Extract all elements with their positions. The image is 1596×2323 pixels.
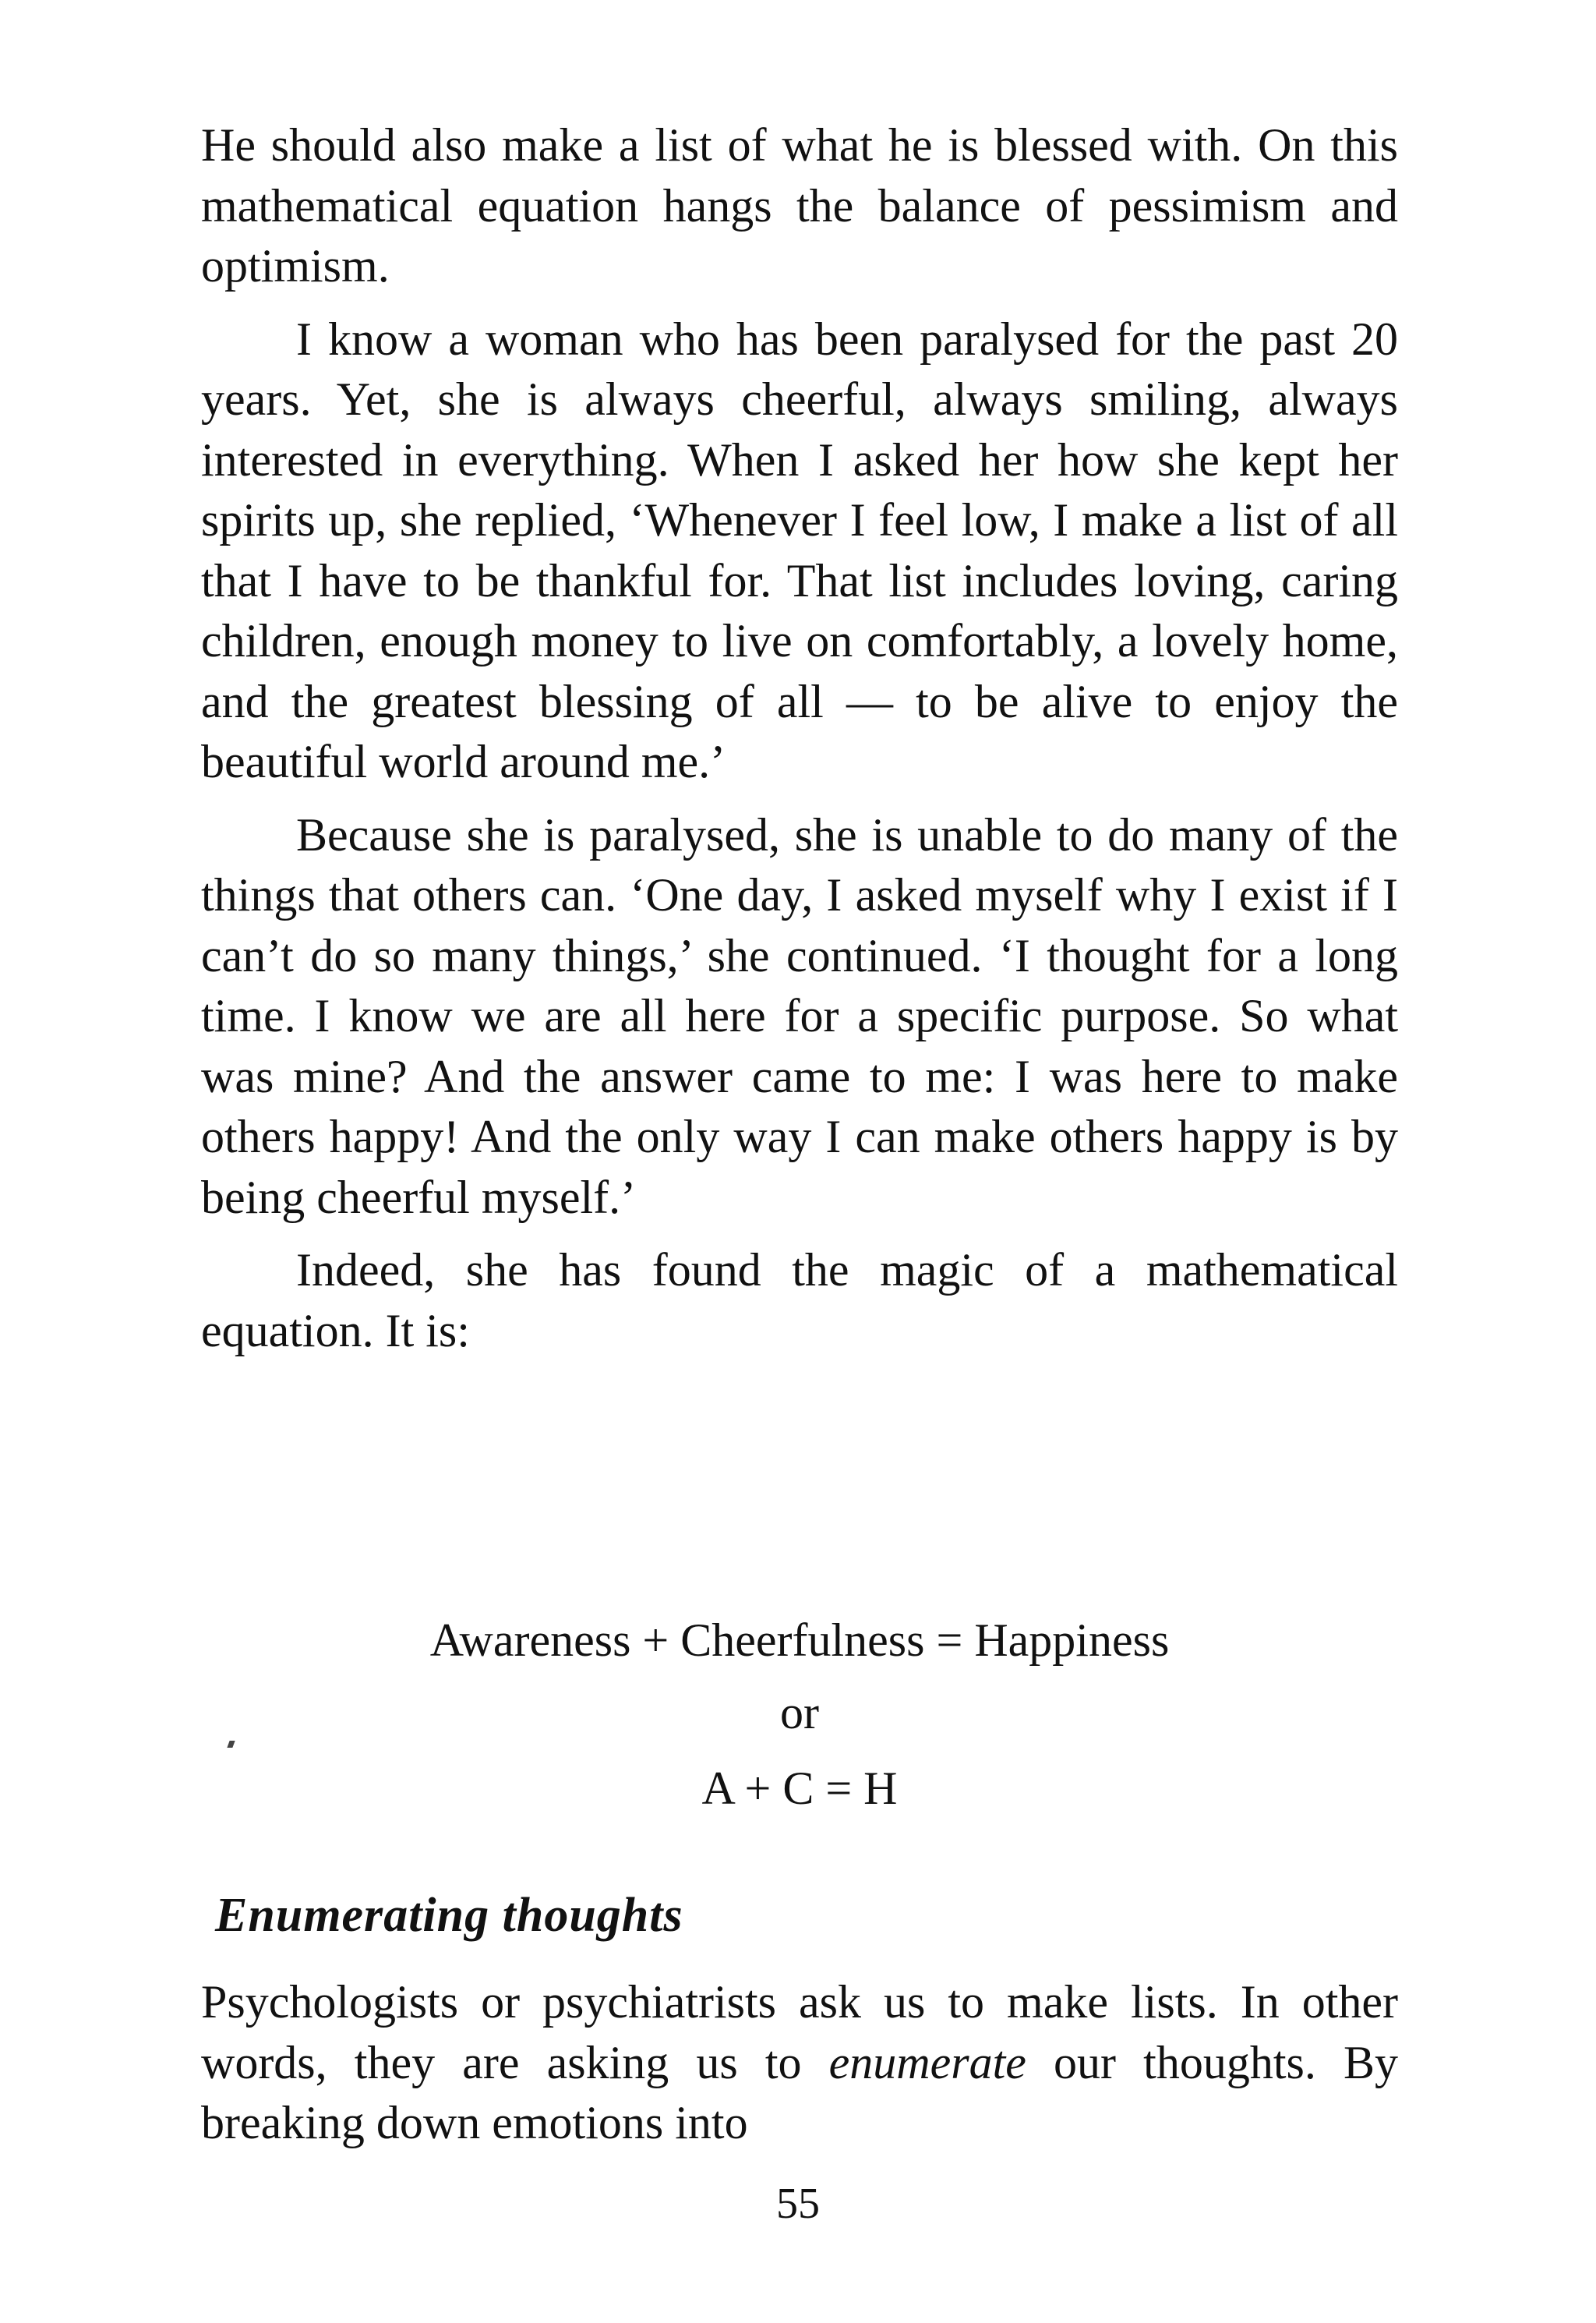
emphasis-enumerate: enumerate <box>828 2036 1026 2088</box>
paragraph-enumerate-start: Psychologists or psychiatrists ask us to make lists. In other words, they are asking us to <box>201 1976 1398 2088</box>
stray-ink-mark <box>227 1741 235 1748</box>
paragraph-paralysed-woman: I know a woman who has been paralysed for the past 20 years. Yet, she is always cheerful, always smiling, always interested in everything. When I asked her how she kept her spirits up, she replied, ‘Whenever I feel low, I make a list of all that I have to be thankful for. That list includes loving, caring children, enough money to live on comfortably, a lovely home, and the greatest blessing of all — to be alive to enjoy the beautiful world around me.’ <box>201 313 1398 787</box>
equation-letters: A + C = H <box>701 1763 898 1814</box>
equation-or: or <box>780 1687 819 1738</box>
paragraph-equation-intro: Indeed, she has found the magic of a mathematical equation. It is: <box>201 1244 1398 1356</box>
page-number: 55 <box>776 2180 820 2228</box>
paragraph-enumerate-end: our thoughts. By breaking down emotions into <box>201 2036 1398 2148</box>
paragraph-enumerate <box>201 1972 1398 2154</box>
paragraph-purpose: Because she is paralysed, she is unable to do many of the things that others can. ‘One day, I asked myself why I exist if I can’t do so many things,’ she continued. ‘I thought for a long time. I know we are all here for a specific purpose. So what was mine? And the answer came to me: I was here to make others happy! And the only way I can make others happy is by being cheerful myself.’ <box>201 808 1398 1223</box>
equation-words: Awareness + Cheerfulness = Happiness <box>429 1614 1170 1666</box>
body-text-bottom <box>201 1972 1398 2154</box>
body-text-top <box>201 115 1398 1361</box>
paragraph-blessed-list: He should also make a list of what he is blessed with. On this mathematical equation hangs the balance of pessimism and optimism. <box>201 119 1398 292</box>
section-heading: Enumerating thoughts <box>215 1889 683 1942</box>
